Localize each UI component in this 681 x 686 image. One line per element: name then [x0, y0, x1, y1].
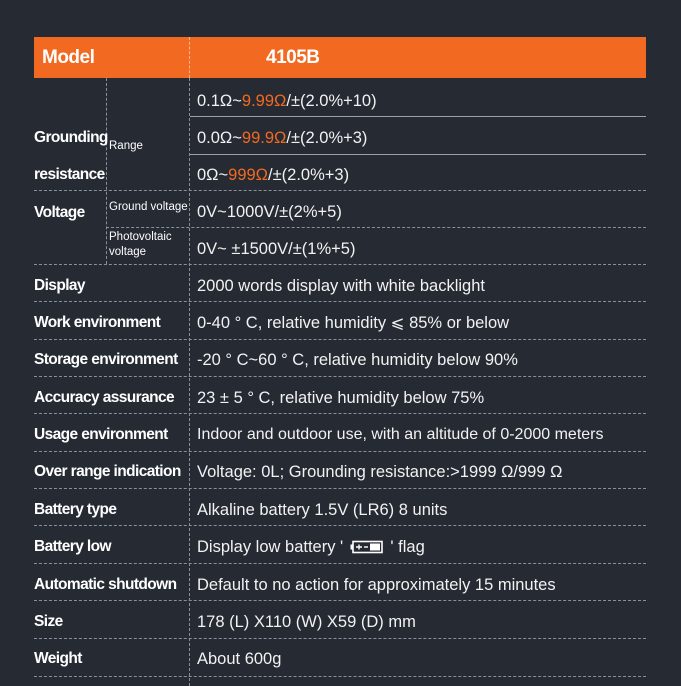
- row-divider: [106, 227, 646, 228]
- grounding-label-line1: Grounding: [34, 129, 108, 146]
- row-divider: [34, 413, 646, 414]
- range-row-1: [197, 91, 377, 111]
- range-row-1-min: 0.1Ω~: [197, 92, 242, 110]
- range-row-2: [197, 128, 367, 148]
- range-row-divider: [190, 116, 646, 117]
- spec-value-battery-low: [197, 537, 425, 557]
- row-divider: [34, 600, 646, 601]
- range-row-2-min: 0.0Ω~: [197, 129, 242, 147]
- spec-label-battery-type: Battery type: [34, 501, 117, 518]
- range-row-3-max: 999Ω: [228, 166, 269, 184]
- spec-value-weight: About 600g: [197, 650, 282, 668]
- photovoltaic-label-line2: voltage: [109, 246, 147, 258]
- spec-value-over-range: Voltage: 0L; Grounding resistance:>1999 Ω/999 Ω: [197, 463, 563, 481]
- range-row-2-max: 99.9Ω: [241, 129, 287, 147]
- spec-label-work-environment: Work environment: [34, 314, 161, 331]
- spec-sheet: [34, 0, 656, 686]
- row-divider: [34, 563, 646, 564]
- spec-value-battery-type: Alkaline battery 1.5V (LR6) 8 units: [197, 501, 448, 519]
- spec-label-over-range: Over range indication: [34, 463, 181, 480]
- row-divider: [34, 451, 646, 452]
- spec-label-size: Size: [34, 613, 63, 630]
- range-row-1-accuracy: /±(2.0%+10): [286, 92, 377, 110]
- row-divider: [34, 638, 646, 639]
- model-header: [34, 37, 646, 78]
- photovoltaic-value: 0V~ ±1500V/±(1%+5): [197, 240, 356, 258]
- row-divider: [34, 376, 646, 377]
- spec-value-work-environment: 0-40 ° C, relative humidity ⩽ 85% or below: [197, 314, 510, 332]
- row-divider: [34, 676, 646, 677]
- spec-label-display: Display: [34, 277, 85, 294]
- row-divider: [34, 525, 646, 526]
- low-battery-icon: [350, 540, 384, 554]
- grounding-label-line2: resistance: [34, 166, 105, 183]
- spec-value-display: 2000 words display with white backlight: [197, 277, 485, 295]
- battery-low-text-after: ' flag: [390, 538, 425, 556]
- column-divider: [189, 78, 190, 686]
- range-label: Range: [109, 140, 143, 152]
- row-divider: [34, 488, 646, 489]
- photovoltaic-label-line1: Photovoltaic: [109, 231, 172, 243]
- spec-value-usage-environment: Indoor and outdoor use, with an altitude of 0-2000 meters: [197, 426, 604, 443]
- range-row-divider: [190, 154, 646, 155]
- row-divider: [34, 301, 646, 302]
- spec-label-usage-environment: Usage environment: [34, 426, 168, 443]
- voltage-label: Voltage: [34, 204, 85, 221]
- spec-label-weight: Weight: [34, 650, 82, 667]
- battery-low-text-before: Display low battery ': [197, 538, 344, 556]
- ground-voltage-value: 0V~1000V/±(2%+5): [197, 203, 342, 221]
- range-row-3-accuracy: /±(2.0%+3): [268, 166, 350, 184]
- spec-value-accuracy-assurance: 23 ± 5 ° C, relative humidity below 75%: [197, 389, 485, 407]
- spec-value-size: 178 (L) X110 (W) X59 (D) mm: [197, 613, 416, 631]
- spec-label-automatic-shutdown: Automatic shutdown: [34, 576, 177, 593]
- spec-value-automatic-shutdown: Default to no action for approximately 15 minutes: [197, 576, 556, 594]
- model-value: 4105B: [266, 47, 320, 68]
- model-label: Model: [42, 47, 95, 68]
- range-row-2-accuracy: /±(2.0%+3): [286, 129, 368, 147]
- range-row-3: [197, 165, 349, 185]
- row-divider: [34, 264, 646, 265]
- row-divider: [34, 339, 646, 340]
- spec-label-storage-environment: Storage environment: [34, 351, 178, 368]
- sub-column-divider: [106, 78, 107, 264]
- ground-voltage-label: Ground voltage: [109, 201, 188, 213]
- row-divider: [34, 190, 646, 191]
- header-divider: [189, 37, 190, 78]
- spec-value-storage-environment: -20 ° C~60 ° C, relative humidity below 90%: [197, 351, 518, 369]
- spec-label-accuracy-assurance: Accuracy assurance: [34, 389, 174, 406]
- spec-label-battery-low: Battery low: [34, 538, 111, 555]
- range-row-1-max: 9.99Ω: [241, 92, 287, 110]
- range-row-3-min: 0Ω~: [197, 166, 229, 184]
